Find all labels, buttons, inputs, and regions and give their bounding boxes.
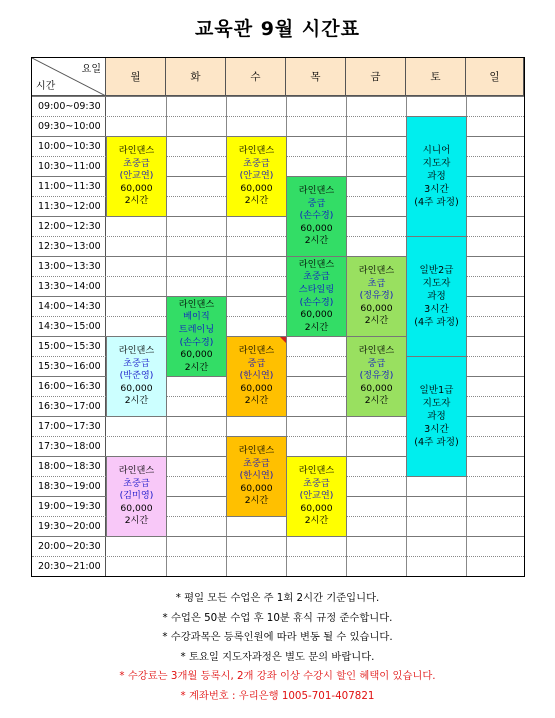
class-line: 초급 bbox=[367, 277, 386, 289]
class-line: 60,000 bbox=[240, 382, 273, 394]
class-line: (안교연) bbox=[299, 490, 334, 502]
class-line: (안교연) bbox=[239, 170, 274, 182]
time-label: 19:00~19:30 bbox=[32, 496, 106, 516]
row-divider bbox=[32, 556, 524, 557]
class-line: 라인댄스 bbox=[358, 345, 395, 357]
header-corner bbox=[32, 58, 106, 96]
class-line: 시니어 bbox=[422, 145, 451, 156]
notes-section bbox=[0, 589, 555, 706]
class-line: 초중급 bbox=[123, 357, 150, 369]
time-label: 18:30~19:00 bbox=[32, 476, 106, 496]
day-header: 수 bbox=[226, 58, 286, 96]
class-line: 초중급 bbox=[303, 271, 330, 283]
time-label: 12:30~13:00 bbox=[32, 236, 106, 256]
class-line: (김미영) bbox=[119, 490, 154, 502]
class-block-fri1 bbox=[346, 256, 407, 337]
class-block-wed3 bbox=[226, 436, 287, 517]
class-block-wed2 bbox=[226, 336, 287, 417]
class-line: 라인댄스 bbox=[298, 258, 335, 270]
time-label: 19:30~20:00 bbox=[32, 516, 106, 536]
class-line: 60,000 bbox=[240, 482, 273, 494]
class-line: 2시간 bbox=[364, 395, 389, 407]
class-line: 라인댄스 bbox=[118, 145, 155, 157]
class-line: 과정 bbox=[427, 411, 446, 422]
class-line: 2시간 bbox=[304, 321, 329, 333]
class-line: 3시간 bbox=[424, 184, 449, 195]
time-label: 18:00~18:30 bbox=[32, 456, 106, 476]
note-line: * 수업은 50분 수업 후 10분 휴식 규정 준수합니다. bbox=[162, 611, 393, 624]
day-axis-label: 요일 bbox=[81, 64, 101, 75]
class-line: 라인댄스 bbox=[358, 265, 395, 277]
class-block-thu3 bbox=[286, 456, 347, 537]
class-line: 라인댄스 bbox=[118, 345, 155, 357]
day-header: 목 bbox=[286, 58, 346, 96]
time-label: 17:30~18:00 bbox=[32, 436, 106, 456]
class-line: 60,000 bbox=[360, 302, 393, 314]
class-line: 라인댄스 bbox=[118, 465, 155, 477]
day-header: 일 bbox=[466, 58, 524, 96]
class-line: 과정 bbox=[427, 291, 446, 302]
time-label: 14:00~14:30 bbox=[32, 296, 106, 316]
class-line: 지도자 bbox=[422, 278, 451, 289]
time-label: 20:00~20:30 bbox=[32, 536, 106, 556]
class-block-mon2 bbox=[106, 336, 167, 417]
class-line: (정유경) bbox=[359, 370, 394, 382]
class-line: (손수경) bbox=[299, 210, 334, 222]
time-label: 12:00~12:30 bbox=[32, 216, 106, 236]
class-line: 일반2급 bbox=[419, 265, 454, 276]
page-title: 교육관 9월 시간표 bbox=[195, 18, 360, 40]
class-line: 60,000 bbox=[120, 182, 153, 194]
class-line: 스타일링 bbox=[298, 283, 335, 295]
class-line: 라인댄스 bbox=[238, 145, 275, 157]
timetable-grid bbox=[31, 57, 525, 577]
class-line: (박준영) bbox=[119, 370, 154, 382]
note-line: * 평일 모든 수업은 주 1회 2시간 기준입니다. bbox=[175, 592, 380, 604]
time-label: 20:30~21:00 bbox=[32, 556, 106, 576]
time-label: 15:30~16:00 bbox=[32, 356, 106, 376]
class-line: 60,000 bbox=[300, 502, 333, 514]
time-label: 13:00~13:30 bbox=[32, 256, 106, 276]
day-header: 금 bbox=[346, 58, 406, 96]
day-header: 월 bbox=[106, 58, 166, 96]
class-line: 과정 bbox=[427, 171, 446, 182]
class-line: 60,000 bbox=[300, 222, 333, 234]
class-line: (한시연) bbox=[239, 470, 274, 482]
class-line: 60,000 bbox=[180, 349, 213, 361]
time-label: 09:00~09:30 bbox=[32, 96, 106, 116]
class-line: 중급 bbox=[367, 357, 386, 369]
class-line: 초중급 bbox=[243, 457, 270, 469]
class-block-sat1 bbox=[406, 116, 467, 237]
class-block-thu2 bbox=[286, 256, 347, 337]
class-line: (한시연) bbox=[239, 370, 274, 382]
header-divider bbox=[32, 96, 524, 97]
comment-marker-icon bbox=[280, 337, 286, 343]
note-line: * 수강과목은 등록인원에 따라 변동 될 수 있습니다. bbox=[162, 631, 393, 643]
class-line: 베이직 bbox=[183, 311, 210, 323]
time-label: 10:00~10:30 bbox=[32, 136, 106, 156]
class-line: 60,000 bbox=[360, 382, 393, 394]
class-line: (4주 과정) bbox=[414, 437, 459, 448]
class-line: 라인댄스 bbox=[178, 298, 215, 310]
time-label: 15:00~15:30 bbox=[32, 336, 106, 356]
time-label: 10:30~11:00 bbox=[32, 156, 106, 176]
class-line: 60,000 bbox=[240, 182, 273, 194]
time-label: 11:00~11:30 bbox=[32, 176, 106, 196]
class-line: (정유경) bbox=[359, 290, 394, 302]
class-block-tue1 bbox=[166, 296, 227, 377]
class-line: 2시간 bbox=[364, 315, 389, 327]
class-line: (4주 과정) bbox=[414, 317, 459, 328]
class-line: (손수경) bbox=[179, 336, 214, 348]
time-label: 09:30~10:00 bbox=[32, 116, 106, 136]
class-line: 2시간 bbox=[184, 361, 209, 373]
class-line: 트레이닝 bbox=[178, 323, 215, 335]
class-line: 3시간 bbox=[424, 304, 449, 315]
class-line: 2시간 bbox=[304, 515, 329, 527]
class-line: 60,000 bbox=[120, 502, 153, 514]
day-header: 화 bbox=[166, 58, 226, 96]
time-label: 13:30~14:00 bbox=[32, 276, 106, 296]
class-line: (4주 과정) bbox=[414, 197, 459, 208]
class-line: 지도자 bbox=[422, 398, 451, 409]
class-line: (손수경) bbox=[299, 296, 334, 308]
class-line: 중급 bbox=[307, 197, 326, 209]
class-line: 60,000 bbox=[300, 309, 333, 321]
class-line: 2시간 bbox=[124, 195, 149, 207]
class-line: 지도자 bbox=[422, 158, 451, 169]
class-block-fri2 bbox=[346, 336, 407, 417]
time-label: 11:30~12:00 bbox=[32, 196, 106, 216]
class-line: 3시간 bbox=[424, 424, 449, 435]
day-header: 토 bbox=[406, 58, 466, 96]
class-line: 2시간 bbox=[244, 495, 269, 507]
class-block-mon1 bbox=[106, 136, 167, 217]
class-line: 초중급 bbox=[303, 477, 330, 489]
class-block-mon3 bbox=[106, 456, 167, 537]
class-line: 초중급 bbox=[123, 477, 150, 489]
class-line: (안교연) bbox=[119, 170, 154, 182]
time-label: 16:30~17:00 bbox=[32, 396, 106, 416]
note-line: * 계좌번호 : 우리은행 1005-701-407821 bbox=[180, 689, 375, 702]
class-line: 일반1급 bbox=[419, 385, 454, 396]
class-line: 초중급 bbox=[243, 157, 270, 169]
class-line: 라인댄스 bbox=[238, 345, 275, 357]
class-block-thu1 bbox=[286, 176, 347, 257]
time-label: 17:00~17:30 bbox=[32, 416, 106, 436]
class-block-wed1 bbox=[226, 136, 287, 217]
class-line: 60,000 bbox=[120, 382, 153, 394]
class-line: 2시간 bbox=[244, 195, 269, 207]
time-axis-label: 시간 bbox=[36, 81, 56, 92]
class-line: 2시간 bbox=[304, 235, 329, 247]
class-line: 라인댄스 bbox=[238, 445, 275, 457]
class-block-sat3 bbox=[406, 356, 467, 477]
class-block-sat2 bbox=[406, 236, 467, 357]
class-line: 라인댄스 bbox=[298, 185, 335, 197]
class-line: 중급 bbox=[247, 357, 266, 369]
class-line: 초중급 bbox=[123, 157, 150, 169]
class-line: 2시간 bbox=[124, 515, 149, 527]
class-line: 2시간 bbox=[244, 395, 269, 407]
class-line: 라인댄스 bbox=[298, 465, 335, 477]
note-line: * 토요일 지도자과정은 별도 문의 바랍니다. bbox=[180, 650, 375, 663]
class-line: 2시간 bbox=[124, 395, 149, 407]
time-label: 16:00~16:30 bbox=[32, 376, 106, 396]
note-line: * 수강료는 3개월 등록시, 2개 강좌 이상 수강시 할인 혜택이 있습니다. bbox=[119, 670, 436, 682]
time-label: 14:30~15:00 bbox=[32, 316, 106, 336]
